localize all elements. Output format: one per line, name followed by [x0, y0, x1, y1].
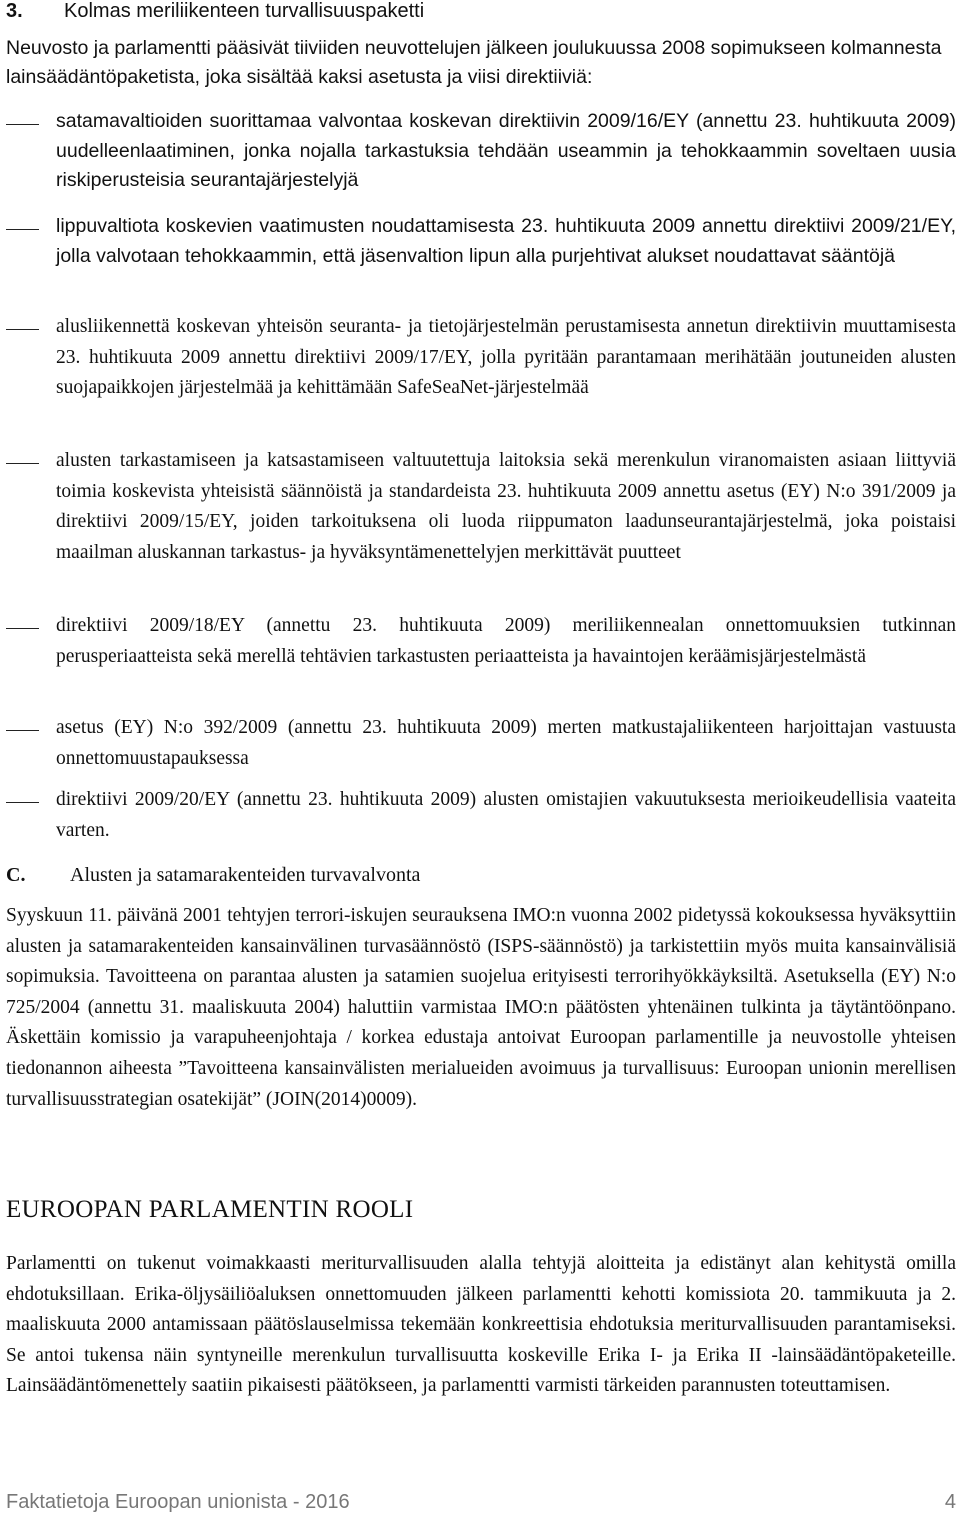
- section-number: 3.: [6, 0, 23, 22]
- subsection-title: Alusten ja satamarakenteiden turvavalvonta: [70, 864, 421, 886]
- section-title: Kolmas meriliikenteen turvallisuuspaketti: [64, 0, 425, 22]
- subsection-letter: C.: [6, 864, 26, 886]
- footer-title: Faktatietoja Euroopan unionista - 2016: [6, 1491, 350, 1513]
- dash-marker: [6, 124, 39, 125]
- list-item-text: direktiivi 2009/20/EY (annettu 23. huhtikuuta 2009) alusten omistajien vakuutuksesta merioikeudellisia vaateita varten.: [56, 789, 956, 841]
- dash-marker: [6, 229, 39, 230]
- list-item-text: alusliikennettä koskevan yhteisön seuranta- ja tietojärjestelmän perustamisesta annetun direktiivin muuttamisesta 23. huhtikuuta 2009 annettu direktiivi 2009/17/EY, jolla pyritään parantamaan merihätään joutuneiden alusten suojapaikkojen järjestelmää ja kehittämään SafeSeaNet-järjestelmää: [56, 316, 956, 398]
- dash-marker: [6, 802, 39, 803]
- section-heading: [6, 0, 424, 24]
- list-item-text: satamavaltioiden suorittamaa valvontaa koskevan direktiivin 2009/16/EY (annettu 23. huhtikuuta 2009) uudelleenlaatiminen, jonka nojalla tarkastuksia tehdään useammin ja tehokkaammin soveltaen uusia riskiperusteisia seurantajärjestelyjä: [56, 110, 956, 191]
- page-number: 4: [944, 1491, 956, 1513]
- list-item-text: alusten tarkastamiseen ja katsastamiseen valtuutettuja laitoksia sekä merenkulun viranomaisten asiaan liittyviä toimia koskevista yhteisistä säännöistä ja standardeista 23. huhtikuuta 2009 annettu asetus (EY) N:o 391/2009 ja direktiivi 2009/15/EY, joiden tarkoituksena oli luoda riippumaton laadunseurantajärjestelmä, joka poistaisi maailman aluskannan tarkastus- ja hyväksyntämenettelyjen merkittävät puutteet: [56, 450, 956, 563]
- body-paragraph: Syyskuun 11. päivänä 2001 tehtyjen terrori-iskujen seurauksena IMO:n vuonna 2002 pidetyssä kokouksessa hyväksyttiin alusten ja satamarakenteiden kansainvälinen turvasäännöstö (ISPS-säännöstö) ja tarkistettiin myös muita kansainvälisiä sopimuksia. Tavoitteena on parantaa alusten ja satamien suojelua erityisesti terrorihyökkäyksiltä. Asetuksella (EY) N:o 725/2004 (annettu 31. maaliskuuta 2004) haluttiin varmistaa IMO:n päätösten yhtenäinen tulkinta ja täytäntöönpano. Äskettäin komissio ja varapuheenjohtaja / korkea edustaja antoivat Euroopan parlamentille ja neuvostolle yhteisen tiedonannon aiheesta ”Tavoitteena kansainvälisten merialueiden avoimuus ja turvallisuus: Euroopan unionin merellisen turvallisuusstrategian osatekijät” (JOIN(2014)0009).: [6, 905, 956, 1110]
- dash-marker: [6, 463, 39, 464]
- body-paragraph: Parlamentti on tukenut voimakkaasti meriturvallisuuden alalla tehtyjä aloitteita ja edistänyt alan kehitystä omilla ehdotuksillaan. Erika-öljysäiliöaluksen onnettomuuden jälkeen parlamentti kehotti komissiota 20. tammikuuta ja 2. maaliskuuta 2000 antamissaan päätöslauselmissa tekemään konkreettisia ehdotuksia meriturvallisuuden parantamiseksi. Se antoi tukensa näin syntyneille merenkulun turvallisuutta koskeville Erika I- ja Erika II -lainsäädäntöpaketeille. Lainsäädäntömenettely saatiin pikaisesti päätökseen, ja parlamentti varmisti tärkeiden parannusten toteuttamisen.: [6, 1253, 956, 1397]
- intro-paragraph: Neuvosto ja parlamentti pääsivät tiiviiden neuvottelujen jälkeen joulukuussa 2008 sopimukseen kolmannesta lainsäädäntöpaketista, joka sisältää kaksi asetusta ja viisi direktiiviä:: [6, 37, 942, 88]
- list-item-text: direktiivi 2009/18/EY (annettu 23. huhtikuuta 2009) meriliikennealan onnettomuuksien tutkinnan perusperiaatteista sekä merellä tehtävien tarkastusten periaatteista ja havaintojen keräämisjärjestelmästä: [56, 615, 956, 667]
- list-item-text: asetus (EY) N:o 392/2009 (annettu 23. huhtikuuta 2009) merten matkustajaliikenteen harjoittajan vastuusta onnettomuustapauksessa: [56, 717, 956, 769]
- list-item-text: lippuvaltiota koskevien vaatimusten noudattamisesta 23. huhtikuuta 2009 annettu direktiivi 2009/21/EY, jolla valvotaan tehokkaammin, että jäsenvaltion lipun alla purjehtivat alukset noudattavat sääntöjä: [56, 215, 956, 267]
- page-footer: [6, 1488, 956, 1516]
- dash-marker: [6, 628, 39, 629]
- dash-marker: [6, 329, 39, 330]
- dash-marker: [6, 730, 39, 731]
- subsection-heading: [6, 861, 420, 889]
- ep-role-heading: EUROOPAN PARLAMENTIN ROOLI: [6, 1196, 414, 1223]
